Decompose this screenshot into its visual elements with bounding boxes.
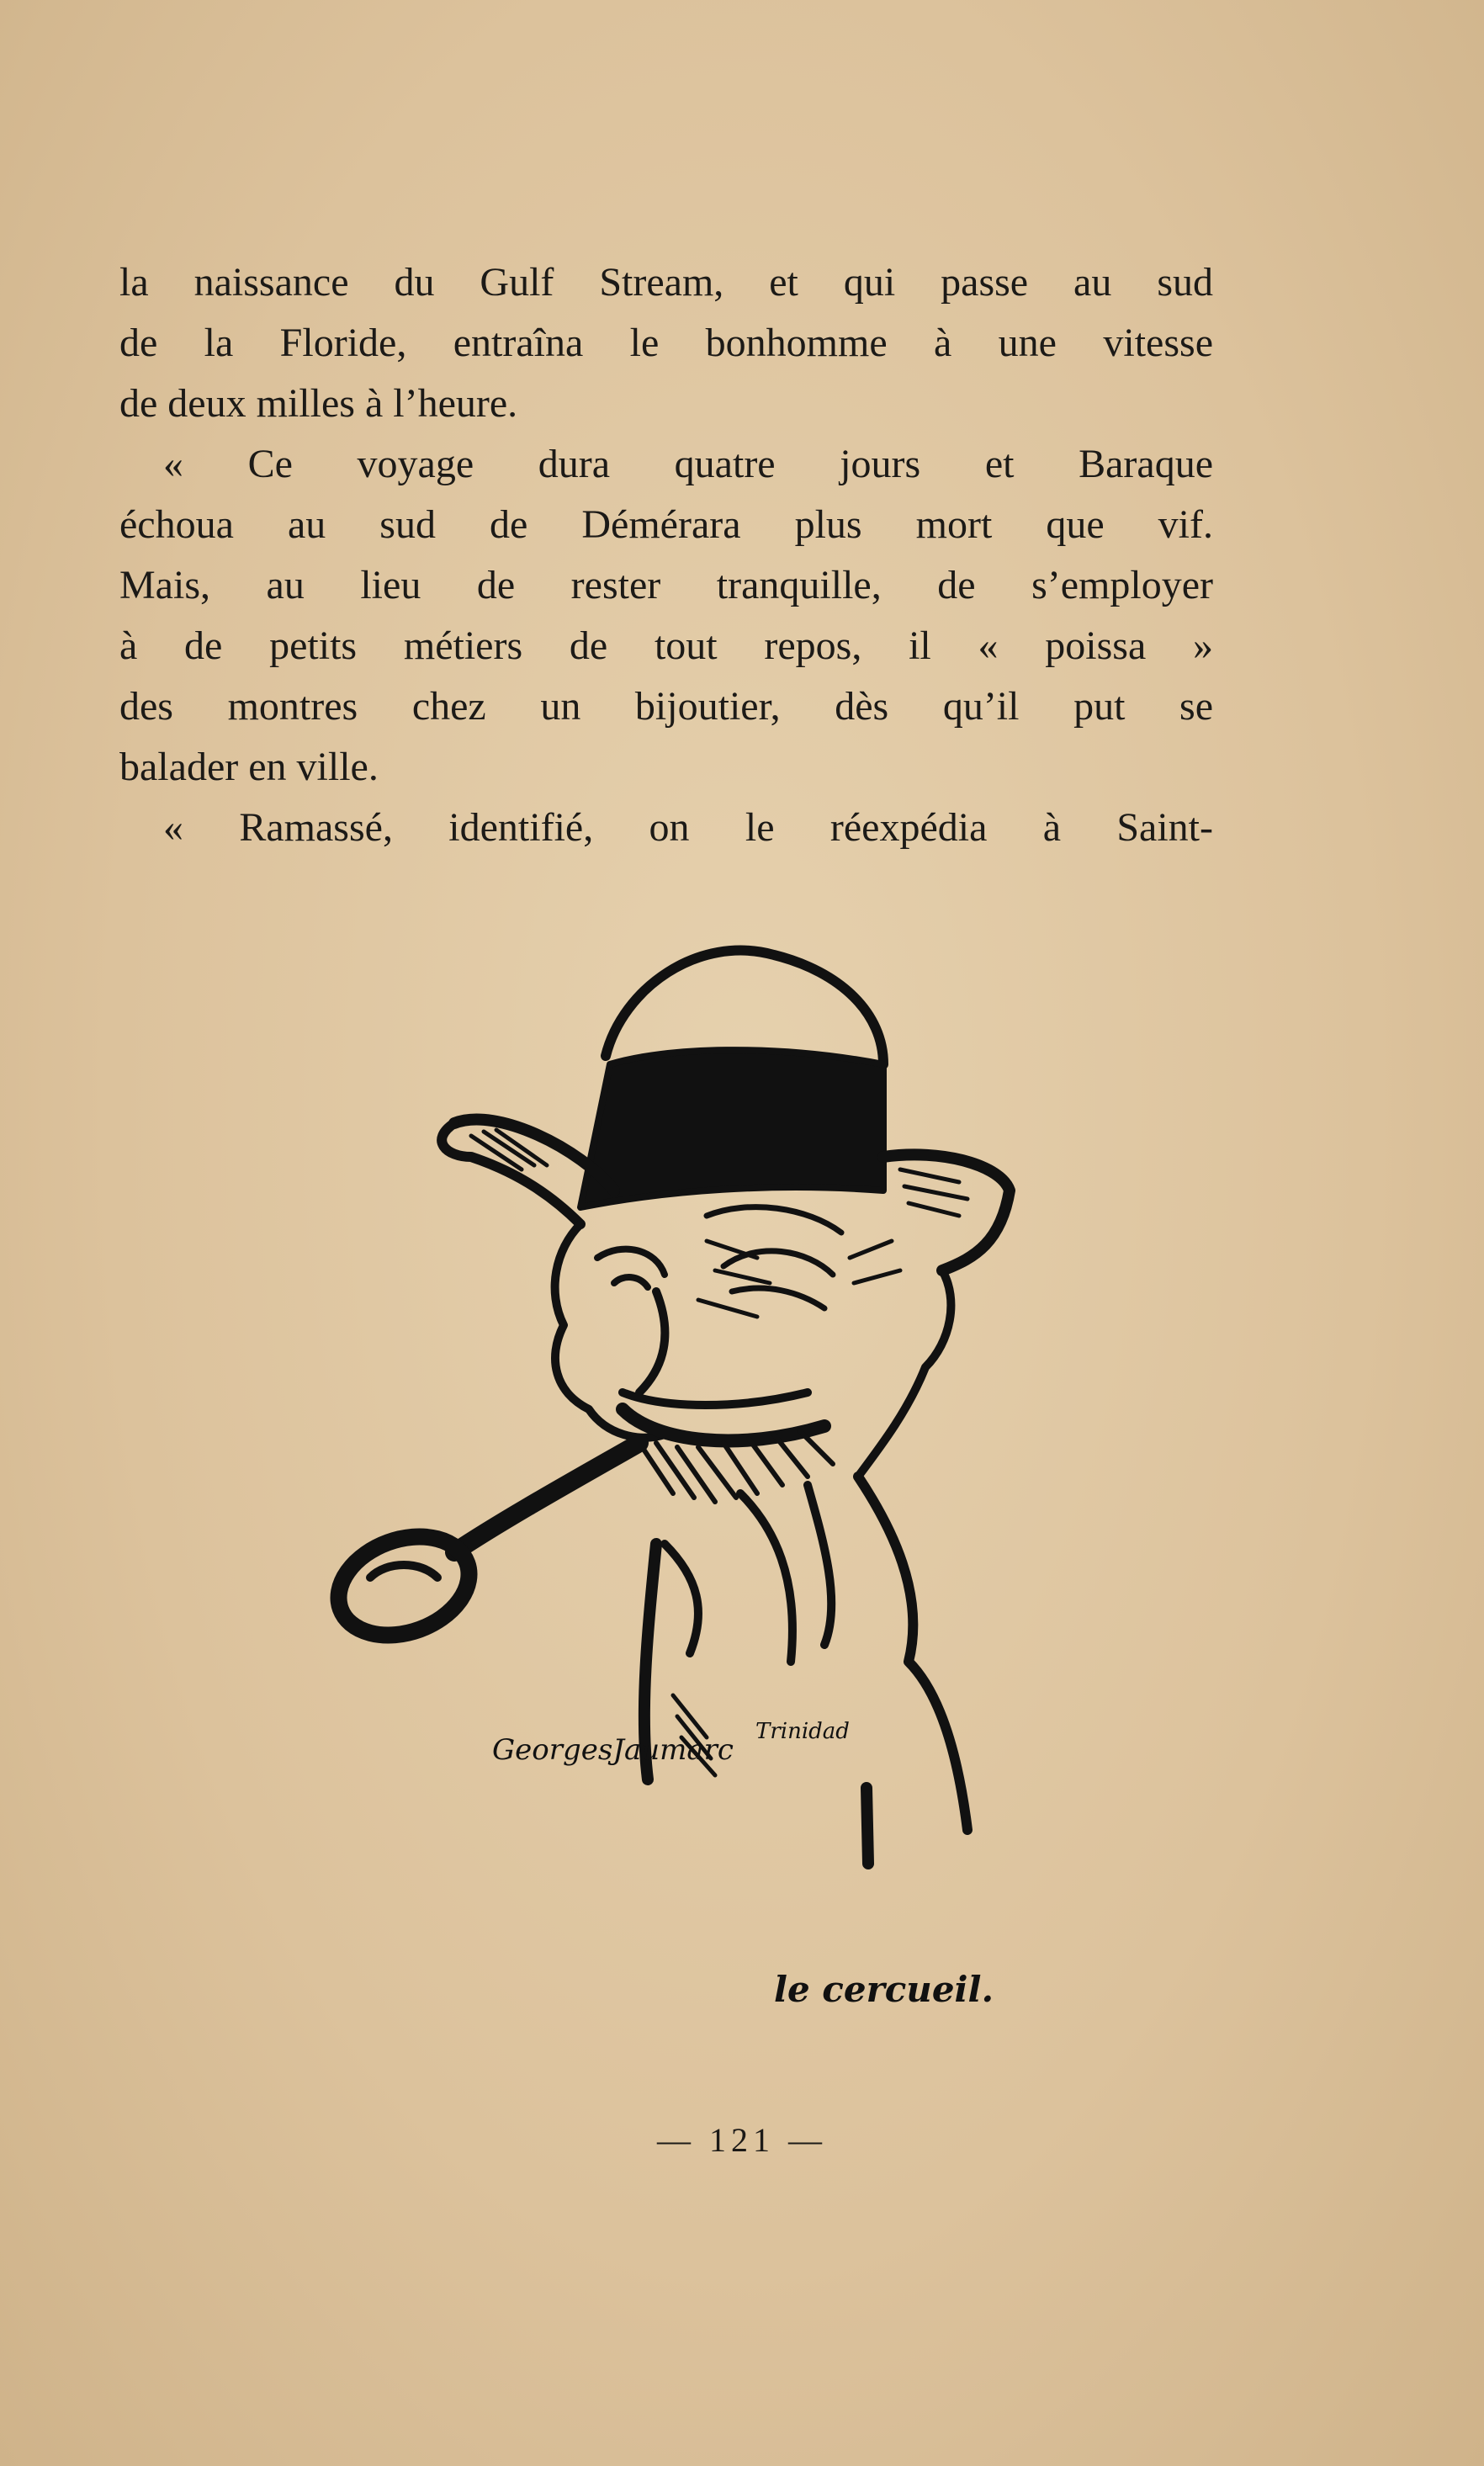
artist-signature: GeorgesJaumarc [492, 1733, 734, 1767]
body-text [119, 252, 1213, 858]
paragraph-3 [119, 798, 1213, 858]
text-line: la naissance du Gulf Stream, et qui passe au sud [119, 260, 1213, 305]
illustration-caption: le cercueil. [774, 1969, 994, 2010]
text-line: balader en ville. [119, 745, 379, 789]
paragraph-1 [119, 252, 1213, 434]
text-line: Mais, au lieu de rester tranquille, de s’employer [119, 563, 1213, 607]
text-line: « Ramassé, identifié, on le réexpédia à Saint- [163, 805, 1213, 850]
text-line: de deux milles à l’heure. [119, 381, 518, 426]
text-line: à de petits métiers de tout repos, il « poissa » [119, 623, 1213, 668]
text-line: des montres chez un bijoutier, dès qu’il put se [119, 684, 1213, 729]
illustration-location: Trinidad [755, 1719, 850, 1744]
text-line: de la Floride, entraîna le bonhomme à une vitesse [119, 321, 1213, 365]
paragraph-2 [119, 434, 1213, 798]
page-number: — 121 — [657, 2121, 827, 2159]
text-line: échoua au sud de Démérara plus mort que vif. [119, 502, 1213, 547]
text-line: « Ce voyage dura quatre jours et Baraque [163, 442, 1213, 486]
